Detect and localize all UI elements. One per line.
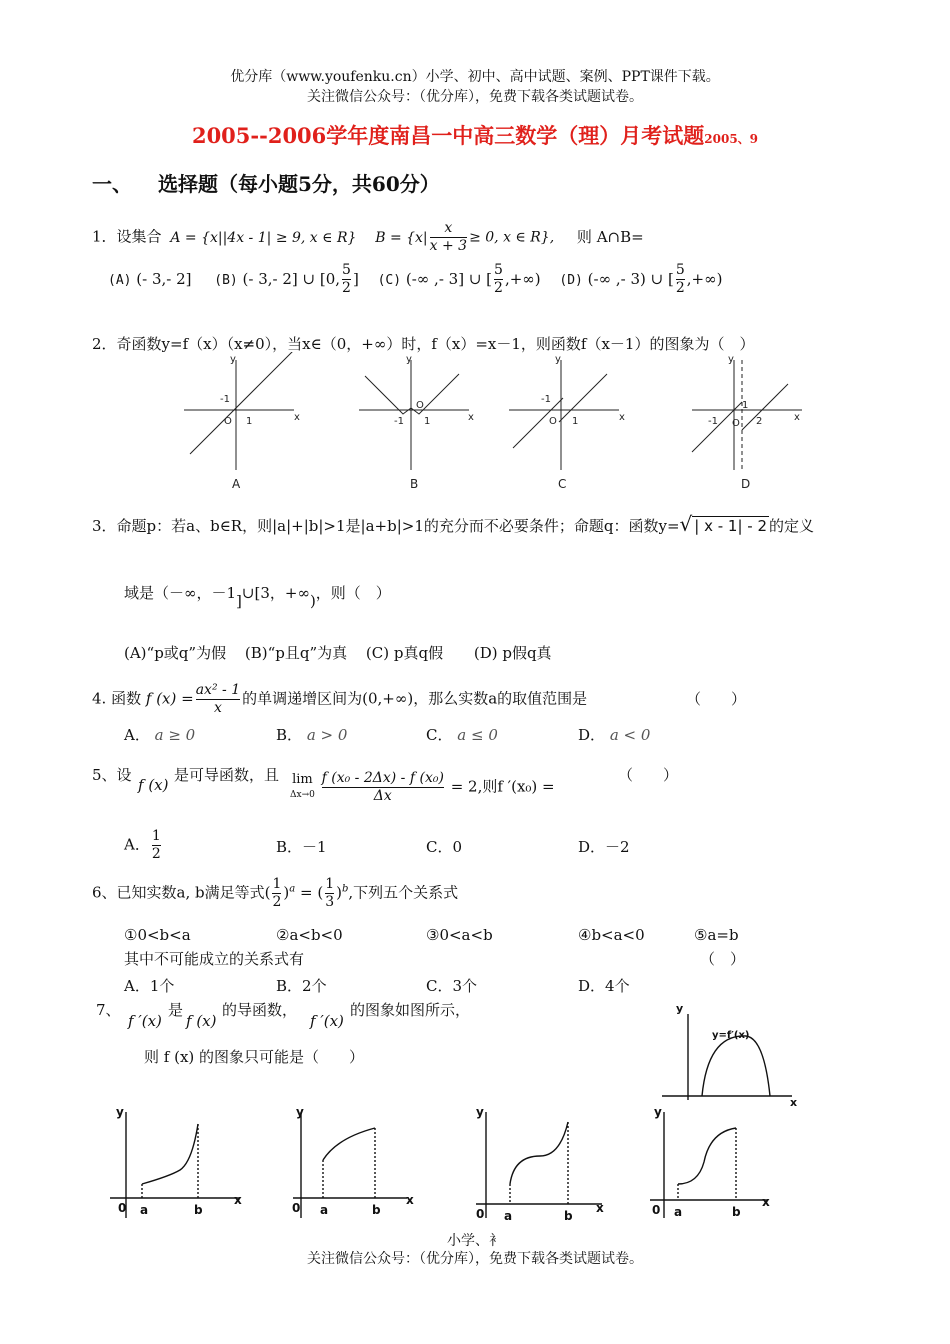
- q4-stem: 4. 函数 f (x) = $\frac{\text{ax² - 1}}{x}$ 的单调递增区间为(0,+∞)，那么实数a的取值范围是: [92, 682, 588, 716]
- svg-text:b: b: [194, 1203, 203, 1217]
- q5-prefix: 5、设: [92, 766, 132, 784]
- q3-options: [124, 642, 552, 663]
- svg-text:x: x: [619, 412, 625, 423]
- q6-question: 其中不可能成立的关系式有: [124, 950, 305, 968]
- svg-text:1: 1: [742, 400, 749, 411]
- header-line-2: 关注微信公众号：（优分库），免费下载各类试题试卷。: [307, 89, 643, 105]
- q2-stem: 2．奇函数y=f（x）（x≠0），当x∈（0，+∞）时，f（x）=x－1，则函数f（x－1）的图象为（ ）: [92, 335, 755, 353]
- svg-text:a: a: [674, 1205, 683, 1219]
- q3-option-a[interactable]: (A)“p或q”为假: [124, 644, 227, 662]
- q1-stem: 1．设集合 A = {x||4x - 1| ≥ 9, x ∈ R} B = {x| $\frac{x}{x + 3}$ ≥ 0, x ∈ R}, 则 A∩B=: [92, 220, 644, 254]
- q6-option-a[interactable]: A．1个: [124, 977, 175, 995]
- title-date: 2005、9: [704, 132, 759, 146]
- q7-graph-d[interactable]: [650, 1112, 768, 1218]
- svg-text:y: y: [476, 1105, 484, 1119]
- q2-graphs: [176, 352, 816, 492]
- q6-option-c[interactable]: C．3个: [426, 977, 478, 995]
- q7-derivative-graph: [652, 996, 812, 1112]
- q7-graph-c[interactable]: [476, 1112, 602, 1218]
- footer-partial: 小学、衤: [447, 1233, 503, 1249]
- svg-text:x: x: [762, 1195, 770, 1209]
- q1-option-c[interactable]: (C) (-∞ ,- 3] ∪ [ $\frac{5}{2}$ ,+∞): [377, 262, 541, 296]
- q5-option-d[interactable]: D．－2: [578, 838, 630, 856]
- svg-text:-1: -1: [394, 416, 404, 427]
- q5-fx: f (x): [138, 776, 169, 794]
- q7-fprime-1: f ′(x): [128, 1012, 162, 1030]
- svg-text:b: b: [372, 1203, 381, 1217]
- q7-graph-a[interactable]: [110, 1112, 240, 1218]
- svg-text:x: x: [294, 412, 300, 423]
- graph-c[interactable]: [509, 360, 619, 470]
- svg-text:0: 0: [652, 1203, 661, 1217]
- q5-option-c[interactable]: C．0: [426, 838, 463, 856]
- footer-line: 关注微信公众号：（优分库），免费下载各类试题试卷。: [307, 1251, 643, 1267]
- graph-b[interactable]: [359, 360, 469, 470]
- svg-text:-1: -1: [541, 394, 551, 405]
- derivative-curve-label: y=f′(x): [712, 1030, 750, 1041]
- q6-rel-2: ②a<b<0: [276, 926, 343, 944]
- svg-text:0: 0: [118, 1201, 127, 1215]
- q5-limit: lim Δx→0 $\frac{\text{f (x₀ - 2Δx) - f (x₀)}}{\Delta x}$ = 2,则f ′(x₀) =: [290, 770, 555, 804]
- page-title: [0, 120, 950, 150]
- q4-option-a[interactable]: A． a ≥ 0: [124, 726, 196, 744]
- q7-text-1: 是: [168, 1001, 184, 1019]
- svg-text:y: y: [296, 1105, 304, 1119]
- svg-text:y: y: [555, 354, 561, 365]
- q3-domain: 域是（－∞，－1]∪[3，+∞)，则（ ）: [124, 584, 391, 610]
- svg-text:1: 1: [424, 416, 431, 427]
- svg-text:1: 1: [246, 416, 253, 427]
- q1-option-d[interactable]: (D) (-∞ ,- 3) ∪ [ $\frac{5}{2}$ ,+∞): [559, 262, 723, 296]
- q6-option-d[interactable]: D．4个: [578, 977, 630, 995]
- svg-text:y: y: [406, 354, 412, 365]
- svg-text:O: O: [732, 418, 740, 429]
- q3-stem: 3．命题p：若a、b∈R，则|a|+|b|>1是|a+b|>1的充分而不必要条件；命题q：函数y=√ | x - 1| - 2 的定义: [92, 512, 815, 536]
- q6-answer-paren[interactable]: （ ）: [700, 950, 746, 968]
- svg-text:O: O: [549, 416, 557, 427]
- svg-text:x: x: [794, 412, 800, 423]
- svg-text:a: a: [504, 1209, 513, 1223]
- q6-option-b[interactable]: B．2个: [276, 977, 327, 995]
- graph-a[interactable]: [184, 352, 294, 470]
- q5-mid: 是可导函数，且: [174, 766, 280, 784]
- svg-text:y: y: [654, 1105, 662, 1119]
- svg-text:y: y: [728, 354, 734, 365]
- q6-rel-5: ⑤a=b: [694, 926, 739, 944]
- q4-option-b[interactable]: B． a > 0: [276, 726, 348, 744]
- graph-label-b: B: [410, 477, 419, 491]
- q1-option-b[interactable]: (B) (- 3,- 2] ∪ [0, $\frac{5}{2}$ ]: [214, 262, 359, 296]
- graph-d[interactable]: [692, 360, 802, 470]
- svg-text:a: a: [320, 1203, 329, 1217]
- svg-text:0: 0: [476, 1207, 485, 1221]
- q7-text-3: 的图象如图所示，: [350, 1001, 471, 1019]
- graph-label-d: D: [741, 477, 751, 491]
- q7-number: 7、: [96, 1001, 121, 1019]
- svg-text:-1: -1: [708, 416, 718, 427]
- q4-option-c[interactable]: C． a ≤ 0: [426, 726, 498, 744]
- svg-text:x: x: [468, 412, 474, 423]
- svg-text:y: y: [116, 1105, 124, 1119]
- svg-text:x: x: [234, 1193, 242, 1207]
- q5-answer-paren[interactable]: （ ）: [618, 766, 679, 784]
- graph-label-a: A: [232, 477, 241, 491]
- q1-options: [108, 262, 722, 297]
- q3-option-c[interactable]: (C) p真q假: [365, 644, 444, 662]
- q7-fx: f (x): [186, 1012, 217, 1030]
- q3-option-d[interactable]: (D) p假q真: [473, 644, 552, 662]
- svg-text:b: b: [732, 1205, 741, 1219]
- q7-option-graphs: [100, 1100, 820, 1230]
- q7-text-2: 的导函数，: [222, 1001, 298, 1019]
- svg-text:1: 1: [572, 416, 579, 427]
- svg-text:-1: -1: [220, 394, 230, 405]
- svg-text:x: x: [406, 1193, 414, 1207]
- q5-option-a[interactable]: A． $\frac{1}{2}$: [124, 828, 161, 862]
- q7-question: 则 f (x) 的图象只可能是（ ）: [144, 1048, 365, 1066]
- q6-rel-4: ④b<a<0: [578, 926, 645, 944]
- q3-option-b[interactable]: (B)“p且q”为真: [244, 644, 348, 662]
- q6-rel-3: ③0<a<b: [426, 926, 493, 944]
- svg-text:x: x: [596, 1201, 604, 1215]
- q6-rel-1: ①0<b<a: [124, 926, 191, 944]
- section-heading: 选择题（每小题5分，共60分）: [158, 172, 440, 196]
- header-line-1: 优分库（www.youfenku.cn）小学、初中、高中试题、案例、PPT课件下载。: [230, 69, 720, 85]
- q7-graph-b[interactable]: [293, 1112, 407, 1218]
- svg-text:O: O: [224, 416, 232, 427]
- svg-text:y: y: [676, 1002, 684, 1015]
- section-number: 一、: [92, 172, 132, 196]
- svg-text:2: 2: [756, 416, 763, 427]
- q6-stem: 6、已知实数a, b满足等式( $\frac{1}{2}$ )$^a$ = ( $\frac{1}{3}$ )$^b$,下列五个关系式: [92, 876, 459, 910]
- svg-text:y: y: [230, 354, 236, 365]
- graph-label-c: C: [558, 477, 567, 491]
- svg-text:x: x: [790, 1096, 798, 1109]
- svg-text:0: 0: [292, 1201, 301, 1215]
- title-main: 2005--2006学年度南昌一中高三数学（理）月考试题: [191, 123, 705, 148]
- q4-option-d[interactable]: D． a < 0: [578, 726, 651, 744]
- q5-option-b[interactable]: B．－1: [276, 838, 327, 856]
- q4-answer-paren[interactable]: （ ）: [686, 690, 747, 708]
- svg-text:O: O: [416, 400, 424, 411]
- q7-fprime-2: f ′(x): [310, 1012, 344, 1030]
- q1-option-a[interactable]: (A) (- 3,- 2]: [108, 269, 192, 288]
- svg-text:a: a: [140, 1203, 149, 1217]
- svg-text:b: b: [564, 1209, 573, 1223]
